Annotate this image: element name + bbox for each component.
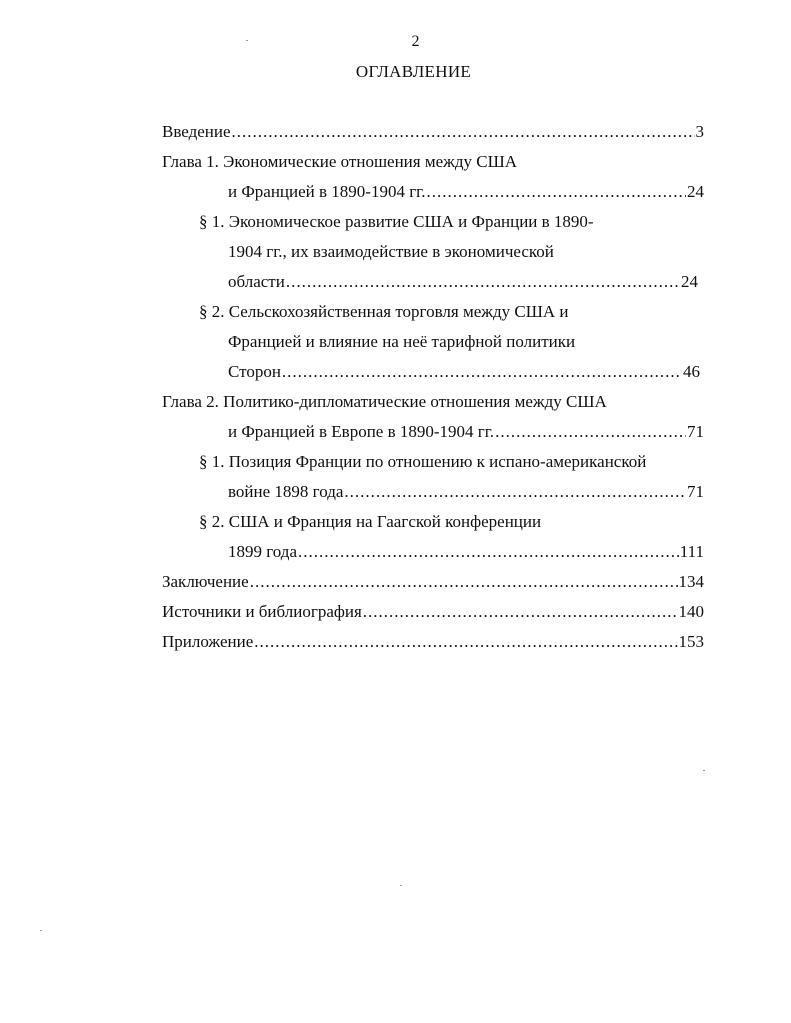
toc-entry-text: § 1. Экономическое развитие США и Франции в 1890-: [199, 212, 594, 231]
scan-speck: [40, 930, 42, 931]
toc-entry-text: войне 1898 года: [228, 482, 344, 501]
dot-leader: [254, 630, 677, 654]
toc-entry-text: Глава 2. Политико-дипломатические отношения между США: [162, 392, 607, 411]
toc-page-number: 24: [681, 272, 698, 291]
toc-entry-text: § 1. Позиция Франции по отношению к испано-американской: [199, 452, 647, 471]
toc-entry-text: Введение: [162, 122, 231, 141]
toc-entry-conclusion[interactable]: [162, 570, 704, 594]
dot-leader: [495, 420, 686, 444]
toc-entry-section-2-1[interactable]: [199, 450, 646, 474]
toc-entry-text: Приложение: [162, 632, 254, 651]
scan-speck: [400, 885, 402, 886]
toc-entry-section-1-2[interactable]: [199, 300, 569, 324]
toc-entry-section-2-2-end[interactable]: [228, 540, 704, 564]
toc-page-number: 153: [678, 632, 704, 651]
toc-entry-text: области: [228, 272, 285, 291]
toc-page-number: 46: [683, 362, 700, 381]
toc-entry-text: и Францией в Европе в 1890-1904 гг.: [228, 422, 495, 441]
toc-entry-text: Глава 1. Экономические отношения между США: [162, 152, 518, 171]
toc-entry-text: 1899 года: [228, 542, 298, 561]
toc-entry-chapter-1-cont[interactable]: [228, 180, 704, 204]
toc-entry-text: Заключение: [162, 572, 249, 591]
toc-entry-section-2-1-end[interactable]: [228, 480, 704, 504]
dot-leader: [298, 540, 679, 564]
dot-leader: [344, 480, 686, 504]
toc-entry-section-1-1-cont[interactable]: [228, 240, 554, 264]
toc-page-number: 71: [687, 482, 704, 501]
toc-page-number: 3: [695, 122, 704, 141]
dot-leader: [426, 180, 686, 204]
page-title: ОГЛАВЛЕНИЕ: [355, 62, 472, 81]
toc-entry-intro[interactable]: [162, 120, 704, 144]
dot-leader: [363, 600, 678, 624]
toc-entry-text: Источники и библиография: [162, 602, 362, 621]
toc-entry-section-1-2-end[interactable]: [228, 360, 700, 384]
scan-speck: [246, 40, 248, 41]
toc-page-number: 140: [678, 602, 704, 621]
dot-leader: [286, 270, 680, 294]
toc-entry-chapter-2-cont[interactable]: [228, 420, 704, 444]
toc-page-number: 111: [679, 542, 704, 561]
dot-leader: [250, 570, 678, 594]
toc-entry-sources[interactable]: [162, 600, 704, 624]
toc-entry-text: Францией и влияние на неё тарифной политики: [228, 332, 576, 351]
toc-entry-chapter-2[interactable]: [162, 390, 607, 414]
toc-entry-chapter-1[interactable]: [162, 150, 517, 174]
toc-entry-section-1-2-cont[interactable]: [228, 330, 575, 354]
toc-entry-section-1-1-end[interactable]: [228, 270, 698, 294]
toc-page-number: 134: [678, 572, 704, 591]
toc-entry-text: 1904 гг., их взаимодействие в экономической: [228, 242, 554, 261]
dot-leader: [282, 360, 682, 384]
scan-speck: [703, 770, 705, 771]
toc-entry-text: § 2. Сельскохозяйственная торговля между США и: [199, 302, 569, 321]
page-number: 2: [411, 33, 420, 50]
toc-entry-text: Сторон: [228, 362, 281, 381]
toc-entry-appendix[interactable]: [162, 630, 704, 654]
toc-entry-text: § 2. США и Франция на Гаагской конференции: [199, 512, 542, 531]
toc-page-number: 71: [687, 422, 704, 441]
toc-page-number: 24: [687, 182, 704, 201]
dot-leader: [232, 120, 695, 144]
toc-entry-section-2-2[interactable]: [199, 510, 541, 534]
toc-entry-text: и Францией в 1890-1904 гг.: [228, 182, 426, 201]
toc-entry-section-1-1[interactable]: [199, 210, 594, 234]
